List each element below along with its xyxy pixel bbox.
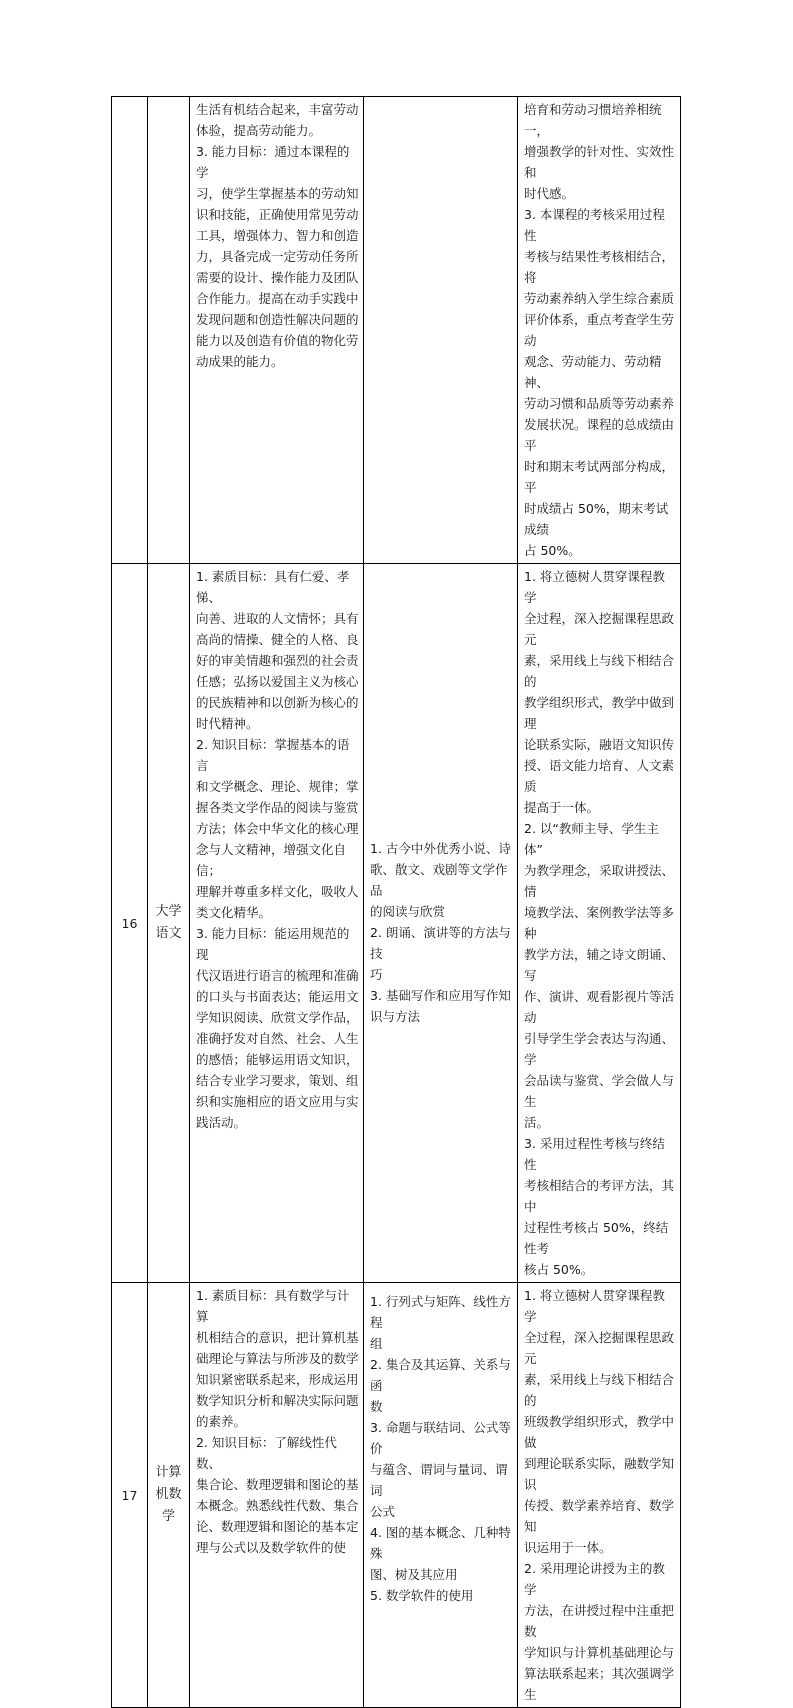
cell-text-line: 本概念。熟悉线性代数、集合 <box>196 1498 359 1513</box>
cell-text-line: 教学方法，辅之诗文朗诵、写 <box>524 947 675 983</box>
cell-text-line: 素，采用线上与线下相结合的 <box>524 653 675 689</box>
cell-text-line: 过程性考核占 50%，终结性考 <box>524 1220 669 1256</box>
cell-text-line: 1. 素质目标：具有数学与计算 <box>196 1288 350 1324</box>
cell-text-line: 能力以及创造有价值的物化劳 <box>196 333 359 348</box>
cell-text-line: 数 <box>370 1399 383 1414</box>
cell-text-line: 算法联系起来；其次强调学生 <box>524 1666 675 1702</box>
table-row <box>112 1283 681 1708</box>
course-content-cell <box>364 564 518 1283</box>
cell-text-line: 的素养。 <box>196 1414 247 1429</box>
teaching-requirements-cell <box>518 564 681 1283</box>
course-content-cell <box>364 1283 518 1708</box>
cell-text-line: 2. 集合及其运算、关系与函 <box>370 1357 511 1393</box>
cell-text-line: 大学 <box>155 904 182 919</box>
cell-text-line: 教学组织形式，教学中做到理 <box>524 695 675 731</box>
teaching-requirements-cell <box>518 97 681 564</box>
cell-text-line: 结合专业学习要求，策划、组 <box>196 1073 359 1088</box>
cell-text-line: 2. 朗诵、演讲等的方法与技 <box>370 924 511 961</box>
cell-text-line: 时成绩占 50%，期末考试成绩 <box>524 501 669 537</box>
cell-text-line: 劳动素养纳入学生综合素质 <box>524 291 675 306</box>
cell-text-line: 工具，增强体力、智力和创造 <box>196 228 359 243</box>
course-name-cell <box>148 1283 190 1708</box>
cell-text-line: 体验，提高劳动能力。 <box>196 123 322 138</box>
course-table-body <box>112 97 681 1708</box>
cell-text-line: 图、树及其应用 <box>370 1567 458 1582</box>
cell-text-line: 2. 以“教师主导、学生主体” <box>524 821 659 857</box>
cell-text-line: 任感；弘扬以爱国主义为核心 <box>196 674 359 689</box>
cell-text-line: 1. 行列式与矩阵、线性方程 <box>370 1294 511 1330</box>
course-objectives-cell <box>190 564 364 1283</box>
cell-text-line: 1. 古今中外优秀小说、诗 <box>370 840 511 856</box>
cell-text-line: 到理论联系实际，融数学知识 <box>524 1456 675 1492</box>
cell-text-line: 时代感。 <box>524 186 575 201</box>
cell-text-line: 2. 知识目标：了解线性代数、 <box>196 1435 337 1471</box>
cell-text-line: 合作能力。提高在动手实践中 <box>196 291 359 306</box>
cell-text-line: 3. 采用过程性考核与终结性 <box>524 1136 665 1172</box>
cell-text-line: 活。 <box>524 1115 550 1130</box>
cell-text-line: 巧 <box>370 966 383 982</box>
cell-text-line: 向善、进取的人文情怀；具有 <box>196 611 359 626</box>
cell-text-line: 3. 命题与联结词、公式等价 <box>370 1420 511 1456</box>
cell-text-line: 发展状况。课程的总成绩由平 <box>524 417 675 453</box>
cell-text-line: 2. 采用理论讲授为主的教学 <box>524 1561 665 1597</box>
cell-text-line: 境教学法、案例教学法等多种 <box>524 905 675 941</box>
cell-text-line: 时代精神。 <box>196 716 259 731</box>
cell-text-line: 考核相结合的考评方法，其中 <box>524 1178 675 1214</box>
cell-text-line: 计算 <box>155 1465 182 1480</box>
cell-text-line: 考核与结果性考核相结合，将 <box>524 249 675 285</box>
cell-text-line: 方法，在讲授过程中注重把数 <box>524 1603 675 1639</box>
course-name-cell <box>148 97 190 564</box>
cell-text-line: 评价体系，重点考查学生劳动 <box>524 312 675 348</box>
cell-text-line: 知识紧密联系起来，形成运用 <box>196 1372 359 1387</box>
cell-text-line: 时和期末考试两部分构成，平 <box>524 459 675 495</box>
cell-text-line: 3. 本课程的考核采用过程性 <box>524 207 665 243</box>
teaching-requirements-cell <box>518 1283 681 1708</box>
cell-text-line: 代汉语进行语言的梳理和准确 <box>196 968 359 983</box>
cell-text-line: 集合论、数理逻辑和图论的基 <box>196 1477 359 1492</box>
cell-text-line: 歌、散文、戏剧等文学作品 <box>370 861 508 898</box>
cell-text-line: 方法；体会中华文化的核心理 <box>196 821 359 836</box>
course-content-cell <box>364 97 518 564</box>
course-number-cell <box>112 564 148 1283</box>
course-objectives-cell <box>190 1283 364 1708</box>
course-table <box>111 96 681 1708</box>
cell-text-line: 念与人文精神，增强文化自信； <box>196 842 347 878</box>
cell-text-line: 1. 将立德树人贯穿课程教学 <box>524 1288 665 1324</box>
cell-text-line: 握各类文学作品的阅读与鉴赏 <box>196 800 359 815</box>
cell-text-line: 公式 <box>370 1504 396 1519</box>
cell-text-line: 机数 <box>155 1487 182 1502</box>
cell-text-line: 数学知识分析和解决实际问题 <box>196 1393 359 1408</box>
cell-text-line: 班级教学组织形式，教学中做 <box>524 1414 675 1450</box>
cell-text-line: 为教学理念，采取讲授法、情 <box>524 863 675 899</box>
cell-text: 16 <box>121 915 138 931</box>
cell-text-line: 和文学概念、理论、规律；掌 <box>196 779 359 794</box>
cell-text: 17 <box>121 1487 138 1503</box>
cell-text-line: 学知识阅读、欣赏文学作品， <box>196 1010 359 1025</box>
cell-text-line: 力，具备完成一定劳动任务所 <box>196 249 359 264</box>
table-row <box>112 97 681 564</box>
course-number-cell <box>112 1283 148 1708</box>
cell-text-line: 的感悟；能够运用语文知识， <box>196 1052 359 1067</box>
cell-text-line: 的口头与书面表达；能运用文 <box>196 989 359 1004</box>
cell-text-line: 全过程，深入挖掘课程思政元 <box>524 611 675 647</box>
cell-text-line: 观念、劳动能力、劳动精神、 <box>524 354 662 390</box>
cell-text-line: 础理论与算法与所涉及的数学 <box>196 1351 359 1366</box>
cell-text-line: 3. 基础写作和应用写作知 <box>370 987 511 1003</box>
cell-text-line: 3. 能力目标：能运用规范的现 <box>196 926 350 962</box>
cell-text-line: 作、演讲、观看影视片等活动 <box>524 989 675 1025</box>
cell-text-line: 与蕴含、谓词与量词、谓词 <box>370 1462 508 1498</box>
course-objectives-cell <box>190 97 364 564</box>
cell-text-line: 1. 素质目标：具有仁爱、孝悌、 <box>196 569 350 605</box>
cell-text-line: 素，采用线上与线下相结合的 <box>524 1372 675 1408</box>
cell-text-line: 好的审美情趣和强烈的社会责 <box>196 653 359 668</box>
cell-text-line: 的民族精神和以创新为核心的 <box>196 695 359 710</box>
cell-text-line: 习，使学生掌握基本的劳动知 <box>196 186 359 201</box>
cell-text-line: 提高于一体。 <box>524 800 600 815</box>
course-number-cell <box>112 97 148 564</box>
cell-text-line: 学知识与计算机基础理论与 <box>524 1645 675 1660</box>
cell-text-line: 动成果的能力。 <box>196 354 284 369</box>
cell-text-line: 需要的设计、操作能力及团队 <box>196 270 359 285</box>
cell-text-line: 授、语文能力培育、人文素质 <box>524 758 675 794</box>
cell-text-line: 语文 <box>155 926 182 941</box>
cell-text-line: 全过程，深入挖掘课程思政元 <box>524 1330 675 1366</box>
cell-text-line: 准确抒发对自然、社会、人生 <box>196 1031 359 1046</box>
cell-text-line: 机相结合的意识，把计算机基 <box>196 1330 359 1345</box>
cell-text-line: 识与方法 <box>370 1008 421 1024</box>
cell-text-line: 培育和劳动习惯培养相统一， <box>524 102 662 138</box>
cell-text-line: 识和技能，正确使用常见劳动 <box>196 207 359 222</box>
cell-text-line: 核占 50%。 <box>524 1262 594 1277</box>
cell-text-line: 劳动习惯和品质等劳动素养 <box>524 396 675 411</box>
cell-text-line: 理与公式以及数学软件的使 <box>196 1540 347 1555</box>
cell-text-line: 生活有机结合起来，丰富劳动 <box>196 102 359 117</box>
cell-text-line: 理解并尊重多样文化，吸收人 <box>196 884 359 899</box>
cell-text-line: 4. 图的基本概念、几种特殊 <box>370 1525 511 1561</box>
cell-text-line: 高尚的情操、健全的人格、良 <box>196 632 359 647</box>
cell-text-line: 践活动。 <box>196 1115 247 1130</box>
cell-text-line: 传授、数学素养培育、数学知 <box>524 1498 675 1534</box>
table-row <box>112 564 681 1283</box>
course-name-cell <box>148 564 190 1283</box>
cell-text-line: 论联系实际，融语文知识传 <box>524 737 675 752</box>
cell-text-line: 的阅读与欣赏 <box>370 903 446 919</box>
cell-text-line: 1. 将立德树人贯穿课程教学 <box>524 569 665 605</box>
cell-text-line: 3. 能力目标：通过本课程的学 <box>196 144 350 180</box>
cell-text-line: 占 50%。 <box>524 543 581 558</box>
cell-text-line: 识运用于一体。 <box>524 1540 612 1555</box>
cell-text-line: 类文化精华。 <box>196 905 272 920</box>
cell-text-line: 组 <box>370 1336 383 1351</box>
cell-text-line: 引导学生学会表达与沟通、学 <box>524 1031 675 1067</box>
cell-text-line: 会品读与鉴赏、学会做人与生 <box>524 1073 675 1109</box>
cell-text-line: 5. 数学软件的使用 <box>370 1588 474 1603</box>
cell-text-line: 发现问题和创造性解决问题的 <box>196 312 359 327</box>
cell-text-line: 织和实施相应的语文应用与实 <box>196 1094 359 1109</box>
cell-text-line: 增强教学的针对性、实效性和 <box>524 144 675 180</box>
cell-text-line: 学 <box>161 1509 175 1524</box>
cell-text-line: 2. 知识目标：掌握基本的语言 <box>196 737 350 773</box>
cell-text-line: 论、数理逻辑和图论的基本定 <box>196 1519 359 1534</box>
